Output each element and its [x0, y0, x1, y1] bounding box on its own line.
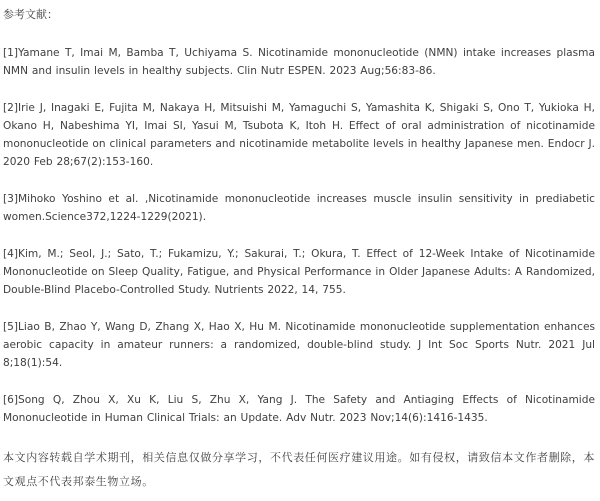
reference-item-5: [5]Liao B, Zhao Y, Wang D, Zhang X, Hao X, Hu M. Nicotinamide mononucleotide supplementation enhances aerobic capacity in amateur runners: a randomized, double-blind study. J Int Soc Sports Nutr. 2021 Jul 8;18(1):54.	[3, 321, 595, 369]
reference-item-2: [2]Irie J, Inagaki E, Fujita M, Nakaya H, Mitsuishi M, Yamaguchi S, Yamashita K, Shigaki S, Ono T, Yukioka H, Okano H, Nabeshima YI, Imai SI, Yasui M, Tsubota K, Itoh H. Effect of oral administration of nicotinamide mononucleotide on clinical parameters and nicotinamide metabolite levels in healthy Japanese men. Endocr J. 2020 Feb 28;67(2):153-160.	[3, 102, 595, 168]
reference-item-6: [6]Song Q, Zhou X, Xu K, Liu S, Zhu X, Yang J. The Safety and Antiaging Effects of Nicotinamide Mononucleotide in Human Clinical Trials: an Update. Adv Nutr. 2023 Nov;14(6):1416-1435.	[3, 394, 595, 424]
references-heading: 参考文献：	[3, 8, 58, 21]
reference-list	[3, 44, 595, 427]
reference-item-1: [1]Yamane T, Imai M, Bamba T, Uchiyama S. Nicotinamide mononucleotide (NMN) intake increases plasma NMN and insulin levels in healthy subjects. Clin Nutr ESPEN. 2023 Aug;56:83-86.	[3, 47, 595, 77]
reference-item-3: [3]Mihoko Yoshino et al. ,Nicotinamide mononucleotide increases muscle insulin sensitivity in prediabetic women.Science372,1224-1229(2021).	[3, 193, 595, 223]
copyright-disclaimer: 本文内容转载自学术期刊，相关信息仅做分享学习，不代表任何医疗建议用途。如有侵权，请致信本文作者删除，本文观点不代表邦泰生物立场。	[3, 451, 595, 488]
reference-item-4: [4]Kim, M.; Seol, J.; Sato, T.; Fukamizu, Y.; Sakurai, T.; Okura, T. Effect of 12-Week Intake of Nicotinamide Mononucleotide on Sleep Quality, Fatigue, and Physical Performance in Older Japanese Adults: A Randomized, Double-Blind Placebo-Controlled Study. Nutrients 2022, 14, 755.	[3, 248, 595, 296]
